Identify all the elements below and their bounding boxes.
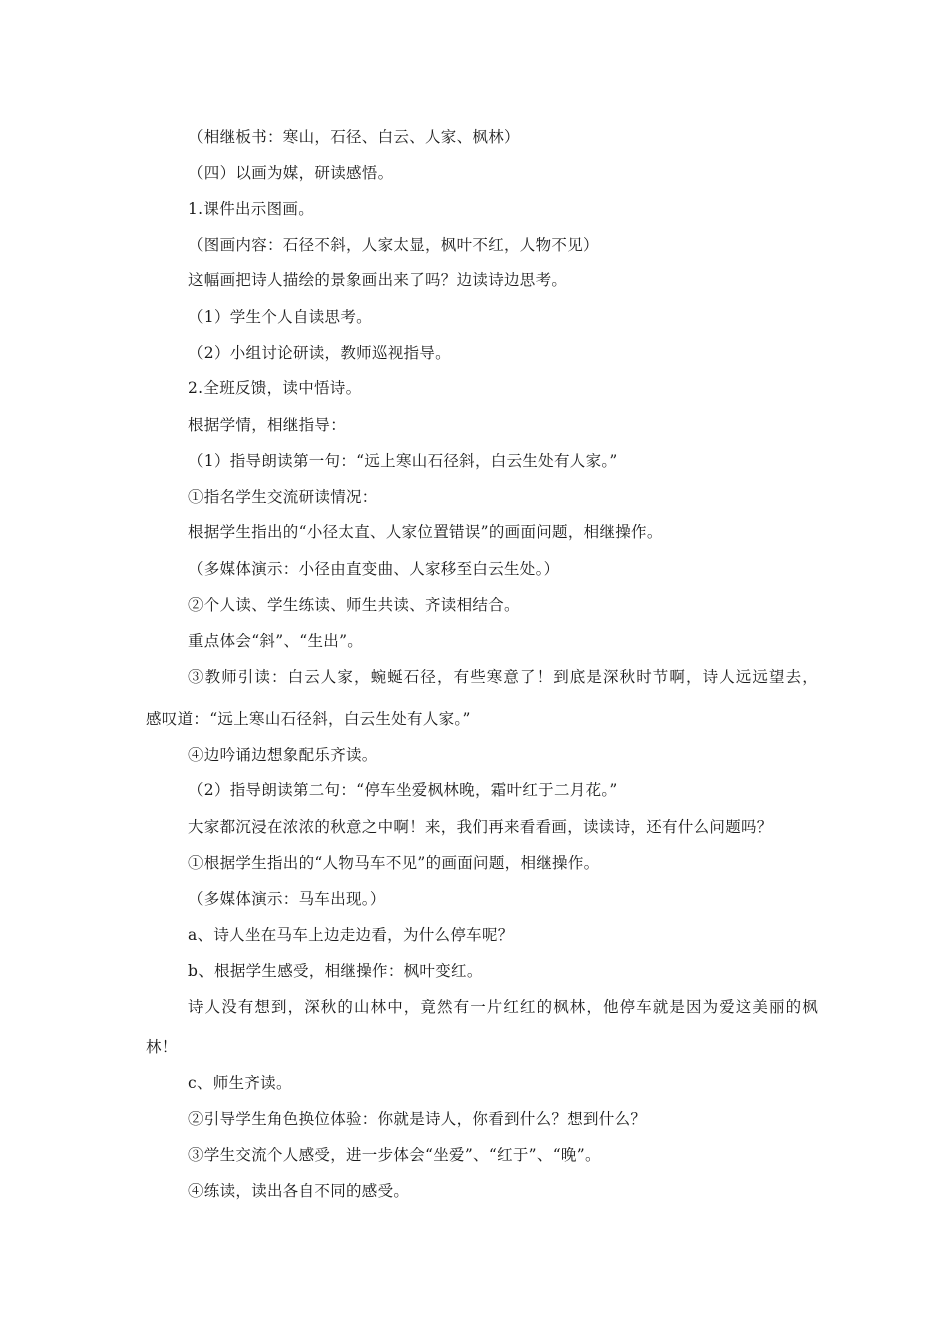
step-two: 2.全班反馈，读中悟诗。	[188, 379, 362, 397]
paragraph-continuation: 感叹道：“远上寒山石径斜，白云生处有人家。”	[146, 710, 471, 728]
paragraph-continuation: 林！	[146, 1038, 178, 1056]
list-item: ②引导学生角色换位体验：你就是诗人，你看到什么？想到什么？	[188, 1110, 647, 1128]
paragraph: （多媒体演示：马车出现。）	[188, 890, 386, 908]
paragraph: 大家都沉浸在浓浓的秋意之中啊！来，我们再来看看画，读读诗，还有什么问题吗？	[188, 818, 773, 836]
list-item: （1）学生个人自读思考。	[188, 308, 372, 326]
step-one: 1.课件出示图画。	[188, 200, 314, 218]
list-item: ①指名学生交流研读情况：	[188, 488, 378, 506]
list-item: ①根据学生指出的“人物马车不见”的画面问题，相继操作。	[188, 854, 600, 872]
paragraph-board-notes: （相继板书：寒山，石径、白云、人家、枫林）	[188, 128, 520, 146]
paragraph: （多媒体演示：小径由直变曲、人家移至白云生处。）	[188, 560, 560, 578]
paragraph-question: 这幅画把诗人描绘的景象画出来了吗？边读诗边思考。	[188, 271, 568, 289]
paragraph-first-line: ③教师引读：白云人家，蜿蜒石径，有些寒意了！到底是深秋时节啊，诗人远远望去，	[188, 668, 819, 686]
list-item: ②个人读、学生练读、师生共读、齐读相结合。	[188, 596, 520, 614]
list-item: （2）指导朗读第二句：“停车坐爱枫林晚，霜叶红于二月花。”	[188, 781, 618, 799]
paragraph-first-line: 诗人没有想到，深秋的山林中，竟然有一片红红的枫林，他停车就是因为爱这美丽的枫	[188, 998, 819, 1016]
list-item: ③学生交流个人感受，进一步体会“坐爱”、“红于”、“晚”。	[188, 1146, 601, 1164]
paragraph-picture-content: （图画内容：石径不斜，人家太显，枫叶不红，人物不见）	[188, 236, 599, 254]
paragraph: 根据学情，相继指导：	[188, 416, 347, 434]
heading-section-four: （四）以画为媒，研读感悟。	[188, 164, 394, 182]
list-item: （2）小组讨论研读，教师巡视指导。	[188, 344, 451, 362]
list-item: ④边吟诵边想象配乐齐读。	[188, 746, 378, 764]
paragraph: 根据学生指出的“小径太直、人家位置错误”的画面问题，相继操作。	[188, 523, 663, 541]
list-item: ④练读，读出各自不同的感受。	[188, 1182, 410, 1200]
list-item: （1）指导朗读第一句：“远上寒山石径斜，白云生处有人家。”	[188, 452, 618, 470]
paragraph: 重点体会“斜”、“生出”。	[188, 632, 364, 650]
list-item: c、师生齐读。	[188, 1074, 292, 1092]
list-item: b、根据学生感受，相继操作：枫叶变红。	[188, 962, 483, 980]
list-item: a、诗人坐在马车上边走边看，为什么停车呢？	[188, 926, 514, 944]
